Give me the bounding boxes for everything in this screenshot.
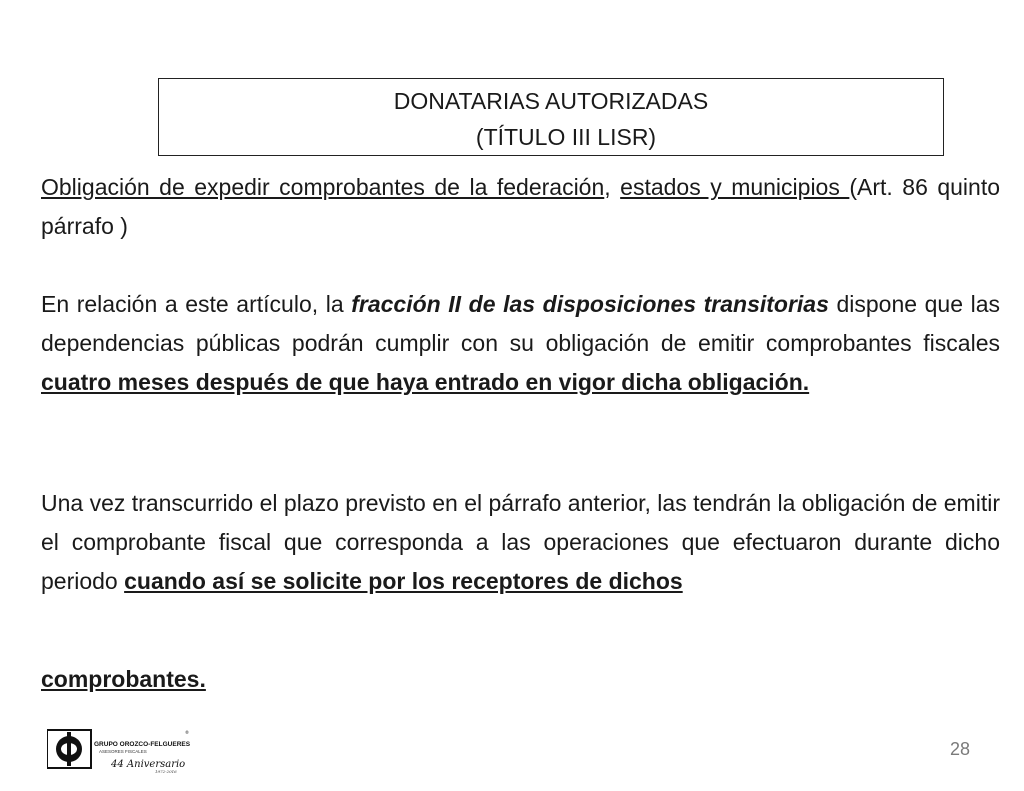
slide-subtitle: (TÍTULO III LISR) bbox=[475, 124, 657, 150]
transitory-middle: dispone que las dependencias públicas podrán cumplir con su obligación de emitir comprobantes fiscales bbox=[41, 291, 1001, 356]
after-term-condition: cuando así se solicite por los receptores de dichos bbox=[124, 568, 683, 594]
comma: , bbox=[604, 174, 621, 200]
page-number: 28 bbox=[950, 739, 971, 759]
obligation-text: Obligación de expedir comprobantes de la federación bbox=[41, 174, 605, 200]
transitory-emphasis: fracción II de las disposiciones transitorias bbox=[351, 291, 829, 317]
paragraph-comprobantes: comprobantes. bbox=[41, 666, 206, 692]
paragraph-transitory bbox=[41, 285, 1000, 402]
company-logo bbox=[47, 726, 197, 776]
transitory-intro: En relación a este artículo, la bbox=[41, 291, 352, 317]
logo-company-name: GRUPO OROZCO-FELGUERES bbox=[94, 741, 191, 748]
paragraph-after-term bbox=[41, 484, 1000, 601]
logo-years: 1972-2016 bbox=[155, 769, 177, 774]
slide-title-box bbox=[158, 78, 944, 156]
paragraph-obligation bbox=[41, 168, 1000, 246]
slide-title: DONATARIAS AUTORIZADAS bbox=[393, 88, 709, 114]
logo-subtitle: ASESORES FISCALES bbox=[99, 749, 147, 754]
logo-anniversary: 44 Aniversario bbox=[111, 759, 186, 770]
phi-logo-icon bbox=[47, 726, 197, 776]
obligation-text-2: estados y municipios bbox=[620, 174, 850, 200]
article-reference: (Art. 86 quinto párrafo ) bbox=[41, 174, 1001, 239]
transitory-deadline: cuatro meses después de que haya entrado en vigor dicha obligación. bbox=[41, 369, 810, 395]
svg-text:®: ® bbox=[185, 730, 189, 735]
after-term-text: Una vez transcurrido el plazo previsto en el párrafo anterior, las tendrán la obligación de emitir el comprobante fiscal que corresponda a las operaciones que efectuaron durante dicho periodo bbox=[41, 490, 1000, 594]
